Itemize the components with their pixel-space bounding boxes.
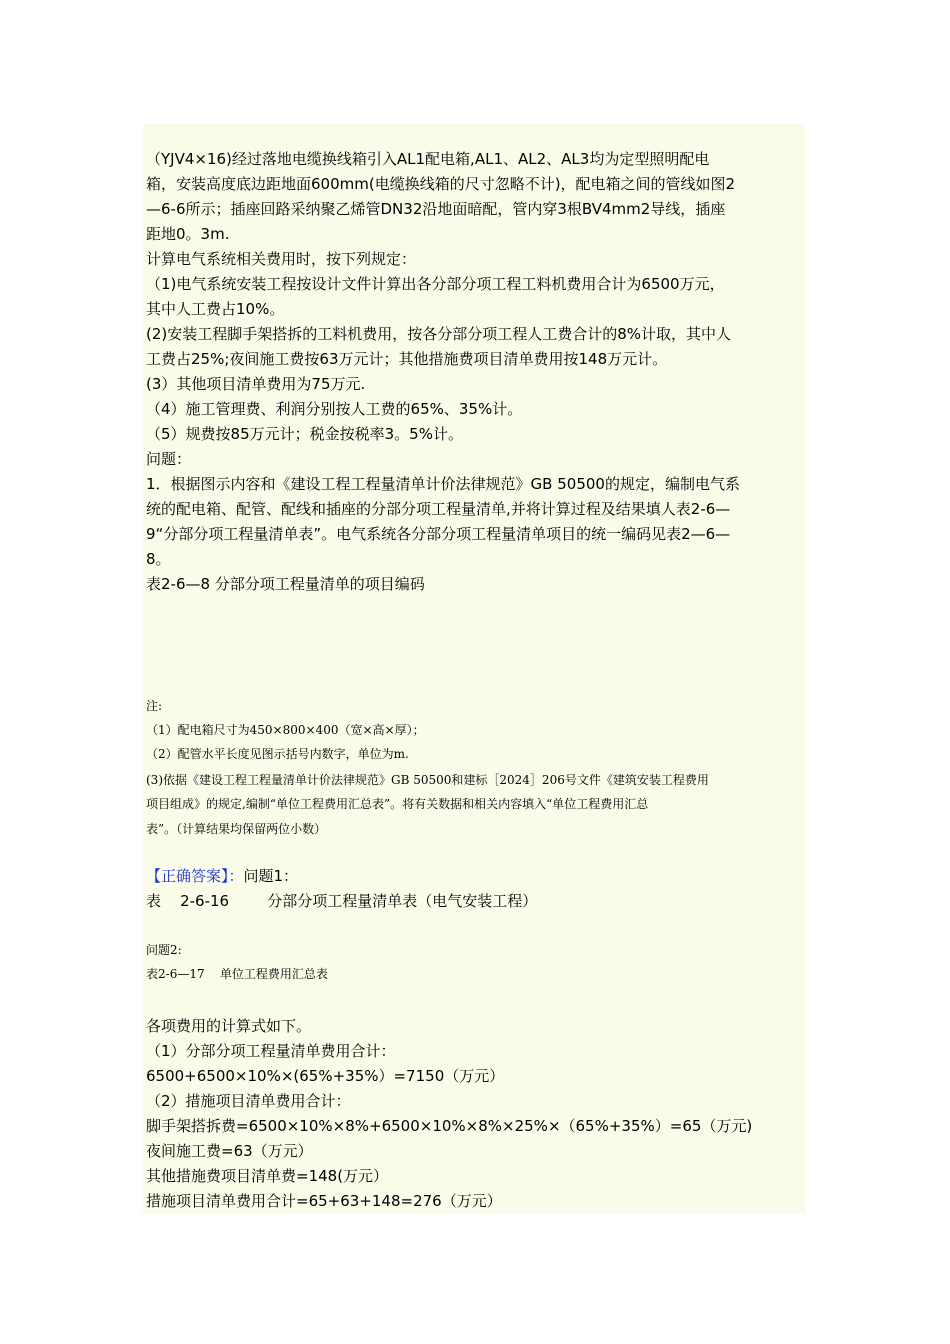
body-line: (2)安装工程脚手架搭拆的工料机费用，按各分部分项工程人工费合计的8%计取，其中人 — [146, 325, 732, 343]
question-2-label: 问题2: — [146, 943, 182, 957]
calc-line: 夜间施工费=63（万元） — [146, 1142, 313, 1160]
table-17-caption: 表2-6—17 单位工程费用汇总表 — [146, 967, 328, 981]
table-16-caption: 表 2-6-16 分部分项工程量清单表（电气安装工程） — [146, 892, 538, 910]
note-line: (3)依据《建设工程工程量清单计价法律规范》GB 50500和建标［2024］206号文件《建筑安装工程费用 — [146, 773, 709, 787]
calc-line: （1）分部分项工程量清单费用合计： — [146, 1042, 396, 1060]
calc-line: （2）措施项目清单费用合计： — [146, 1092, 351, 1110]
calc-line: 各项费用的计算式如下。 — [146, 1017, 312, 1035]
calc-line: 措施项目清单费用合计=65+63+148=276（万元） — [146, 1192, 502, 1210]
body-line: 其中人工费占10%。 — [146, 300, 285, 318]
note-line: 表”。（计算结果均保留两位小数） — [146, 822, 327, 836]
body-line: 计算电气系统相关费用时，按下列规定： — [146, 250, 417, 268]
body-line: (3）其他项目清单费用为75万元. — [146, 375, 366, 393]
calc-line: 其他措施费项目清单费=148(万元） — [146, 1167, 389, 1185]
answer-heading — [146, 866, 298, 886]
body-line: 8。 — [146, 550, 171, 568]
answer-label: 【正确答案】： — [146, 867, 244, 885]
body-line: 统的配电箱、配管、配线和插座的分部分项工程量清单,并将计算过程及结果填人表2-6— — [146, 500, 731, 518]
body-line: （1)电气系统安装工程按设计文件计算出各分部分项工程工料机费用合计为6500万元， — [146, 275, 725, 293]
body-line: 1．根据图示内容和《建设工程工程量清单计价法律规范》GB 50500的规定，编制电气系 — [146, 475, 740, 493]
question-1-label: 问题1： — [243, 867, 299, 885]
body-line: （4）施工管理费、利润分别按人工费的65%、35%计。 — [146, 400, 523, 418]
note-line: （1）配电箱尺寸为450×800×400（宽×高×厚）； — [146, 723, 425, 737]
body-line: 问题： — [146, 450, 192, 468]
body-line: —6-6所示；插座回路采纳聚乙烯管DN32沿地面暗配，管内穿3根BV4mm2导线，插座 — [146, 200, 726, 218]
note-line: （2）配管水平长度见图示括号内数字，单位为m. — [146, 747, 409, 761]
body-line: 工费占25%;夜间施工费按63万元计；其他措施费项目清单费用按148万元计。 — [146, 350, 668, 368]
calc-line: 脚手架搭拆费=6500×10%×8%+6500×10%×8%×25%×（65%+35%）=65（万元) — [146, 1117, 753, 1135]
calc-line: 6500+6500×10%×(65%+35%）=7150（万元） — [146, 1067, 505, 1085]
body-line: 箱，安装高度底边距地面600mm(电缆换线箱的尺寸忽略不计)，配电箱之间的管线如图2 — [146, 175, 736, 193]
body-line: （YJV4×16)经过落地电缆换线箱引入AL1配电箱,AL1、AL2、AL3均为定型照明配电 — [146, 150, 710, 168]
note-line: 项目组成》的规定,编制“单位工程费用汇总表”。将有关数据和相关内容填入“单位工程费用汇总 — [146, 797, 649, 811]
body-line: 距地0。3m. — [146, 225, 230, 243]
table-caption: 表2-6—8 分部分项工程量清单的项目编码 — [146, 575, 425, 593]
body-line: 9“分部分项工程量清单表”。电气系统各分部分项工程量清单项目的统一编码见表2—6— — [146, 525, 731, 543]
body-line: （5）规费按85万元计；税金按税率3。5%计。 — [146, 425, 463, 443]
note-heading: 注: — [146, 699, 163, 713]
